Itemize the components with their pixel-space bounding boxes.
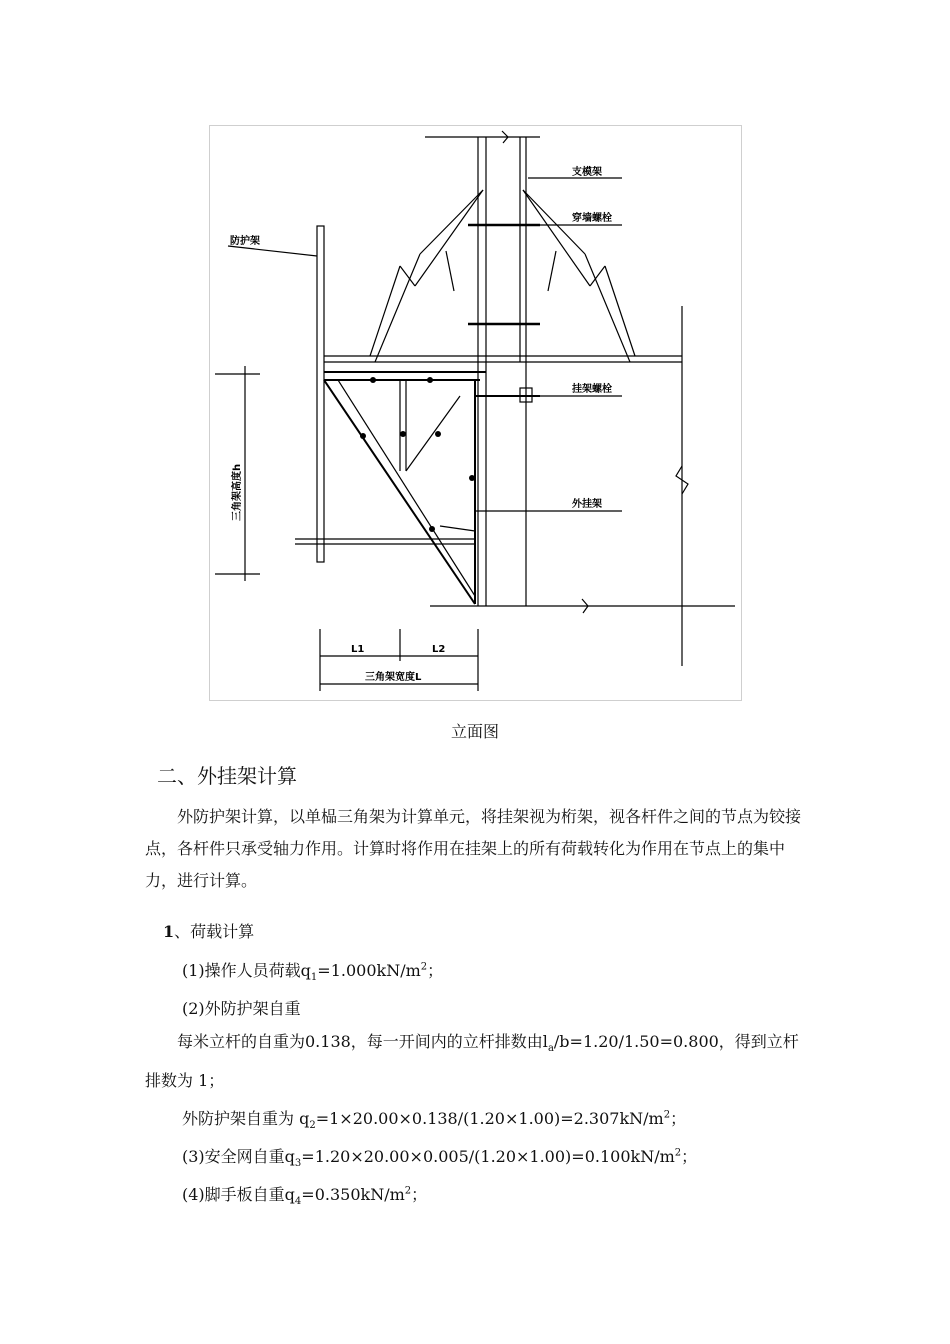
label-formwork: 支模架 [572, 167, 602, 178]
item5-prefix: (4)脚手板自重q [182, 1185, 295, 1204]
item4-prefix: (3)安全网自重q [182, 1147, 295, 1166]
item5-sup: 2 [404, 1185, 412, 1197]
elevation-drawing [209, 125, 742, 701]
subsection-title: 、荷载计算 [174, 922, 255, 941]
load-item-1 [182, 958, 443, 983]
subsection-number: 1 [163, 922, 175, 941]
load-item-4 [182, 1144, 697, 1169]
item4-value: =1.20×20.00×0.005/(1.20×1.00)=0.100kN/m [301, 1147, 675, 1166]
subsection-heading [163, 919, 254, 942]
section-title: 二、外挂架计算 [157, 764, 297, 788]
label-wall-bolt: 穿墙螺栓 [572, 213, 612, 224]
label-l2: L2 [432, 644, 446, 655]
label-triangle-width: 三角架宽度L [365, 672, 422, 683]
item4-sup: 2 [674, 1147, 682, 1159]
item1-sub: 1 [310, 972, 318, 983]
item5-end: ； [411, 1185, 428, 1204]
item3-sub: 2 [309, 1120, 316, 1131]
load-item-3 [182, 1106, 686, 1131]
load-item-5 [182, 1182, 427, 1207]
item4-sub: 3 [294, 1158, 302, 1169]
para2-sub: a [547, 1043, 554, 1054]
item1-value: =1.000kN/m [317, 961, 421, 980]
item4-end: ； [681, 1147, 698, 1166]
label-triangle-height: 三角架高度h [232, 463, 243, 521]
item1-sup: 2 [420, 961, 428, 973]
elevation-svg [210, 126, 743, 702]
label-guard-frame: 防护架 [230, 236, 260, 247]
para2-b: /b=1.20/1.50=0.800，得到立杆排数为 1； [145, 1032, 799, 1090]
load-item-2: (2)外防护架自重 [182, 999, 301, 1018]
item1-prefix: (1)操作人员荷载q [182, 961, 311, 980]
label-outer-frame: 外挂架 [572, 499, 602, 510]
item5-value: =0.350kN/m [301, 1185, 405, 1204]
item5-sub: 4 [294, 1196, 302, 1207]
para2-a: 每米立杆的自重为0.138，每一开间内的立杆排数由l [177, 1032, 548, 1051]
pole-paragraph [145, 1026, 807, 1097]
item3-prefix: 外防护架自重为 q [182, 1109, 310, 1128]
item3-sup: 2 [663, 1109, 671, 1121]
figure-caption: 立面图 [450, 722, 499, 741]
item1-end: ； [427, 961, 444, 980]
label-l1: L1 [351, 644, 365, 655]
item3-value: =1×20.00×0.138/(1.20×1.00)=2.307kN/m [315, 1109, 664, 1128]
intro-paragraph: 外防护架计算，以单榀三角架为计算单元，将挂架视为桁架，视各杆件之间的节点为铰接点，各杆件只承受轴力作用。计算时将作用在挂架上的所有荷载转化为作用在节点上的集中力，进行计算。 [145, 807, 802, 890]
label-hang-bolt: 挂架螺栓 [572, 384, 612, 395]
item3-end: ； [670, 1109, 687, 1128]
